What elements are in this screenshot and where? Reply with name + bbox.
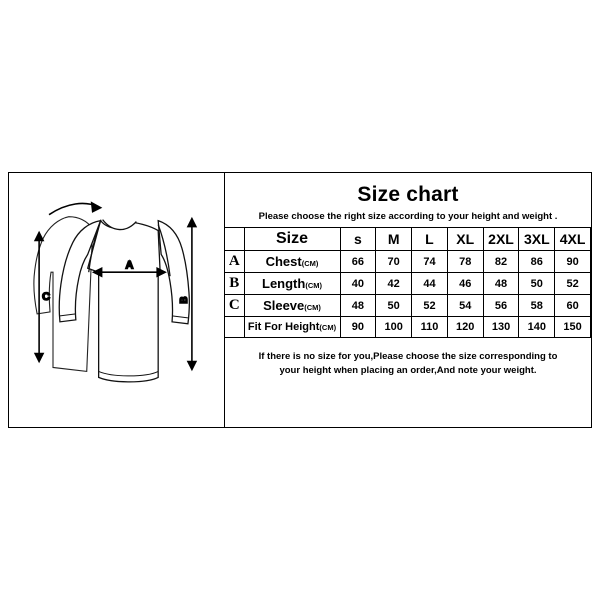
- cell-chest-l: 74: [412, 251, 448, 273]
- cell-length-4xl: 52: [555, 273, 591, 295]
- size-chart-panel: [225, 173, 591, 427]
- header-col-2xl: 2XL: [483, 228, 519, 251]
- cell-height-xl: 120: [447, 317, 483, 338]
- cell-height-3xl: 140: [519, 317, 555, 338]
- cell-length-3xl: 50: [519, 273, 555, 295]
- chart-note: [225, 338, 591, 378]
- cell-chest-xl: 78: [447, 251, 483, 273]
- chart-note-line1: If there is no size for you,Please choose the size corresponding to: [258, 351, 558, 362]
- table-row: [225, 295, 591, 317]
- header-col-3xl: 3XL: [519, 228, 555, 251]
- cell-height-m: 100: [376, 317, 412, 338]
- svg-text:C: C: [42, 291, 50, 303]
- row-label-length: Length(CM): [244, 273, 340, 295]
- table-row: [225, 273, 591, 295]
- cell-height-s: 90: [340, 317, 376, 338]
- table-row: [225, 317, 591, 338]
- row-letter-a: A: [225, 251, 244, 273]
- cell-chest-2xl: 82: [483, 251, 519, 273]
- cell-chest-s: 66: [340, 251, 376, 273]
- cell-length-xl: 46: [447, 273, 483, 295]
- shirt-illustration-panel: [9, 173, 225, 427]
- svg-text:A: A: [125, 259, 134, 272]
- table-row: [225, 251, 591, 273]
- cell-height-4xl: 150: [555, 317, 591, 338]
- cell-length-2xl: 48: [483, 273, 519, 295]
- cell-length-m: 42: [376, 273, 412, 295]
- cell-sleeve-m: 50: [376, 295, 412, 317]
- cell-chest-m: 70: [376, 251, 412, 273]
- cell-chest-3xl: 86: [519, 251, 555, 273]
- svg-text:B: B: [178, 296, 190, 304]
- header-size-label: Size: [244, 228, 340, 251]
- size-table: [225, 227, 591, 338]
- cell-height-l: 110: [412, 317, 448, 338]
- header-col-s: s: [340, 228, 376, 251]
- shirt-diagram-icon: [9, 173, 224, 427]
- chart-note-line2: your height when placing an order,And note your weight.: [279, 364, 537, 376]
- row-letter-c: C: [225, 295, 244, 317]
- row-label-chest: Chest(CM): [244, 251, 340, 273]
- header-col-l: L: [412, 228, 448, 251]
- cell-sleeve-2xl: 56: [483, 295, 519, 317]
- header-col-4xl: 4XL: [555, 228, 591, 251]
- chart-subtitle: Please choose the right size according to your height and weight .: [258, 211, 558, 222]
- cell-height-2xl: 130: [483, 317, 519, 338]
- cell-sleeve-s: 48: [340, 295, 376, 317]
- header-col-xl: XL: [447, 228, 483, 251]
- table-header-row: [225, 228, 591, 251]
- size-chart-frame: [8, 172, 592, 428]
- row-label-sleeve: Sleeve(CM): [244, 295, 340, 317]
- cell-sleeve-4xl: 60: [555, 295, 591, 317]
- header-letter-cell: [225, 228, 244, 251]
- page-title: Size chart: [357, 183, 459, 206]
- cell-length-s: 40: [340, 273, 376, 295]
- cell-chest-4xl: 90: [555, 251, 591, 273]
- cell-sleeve-3xl: 58: [519, 295, 555, 317]
- cell-sleeve-l: 52: [412, 295, 448, 317]
- row-letter-height: [225, 317, 244, 338]
- cell-length-l: 44: [412, 273, 448, 295]
- row-letter-b: B: [225, 273, 244, 295]
- cell-sleeve-xl: 54: [447, 295, 483, 317]
- header-col-m: M: [376, 228, 412, 251]
- row-label-fit-for-height: Fit For Height(CM): [244, 317, 340, 338]
